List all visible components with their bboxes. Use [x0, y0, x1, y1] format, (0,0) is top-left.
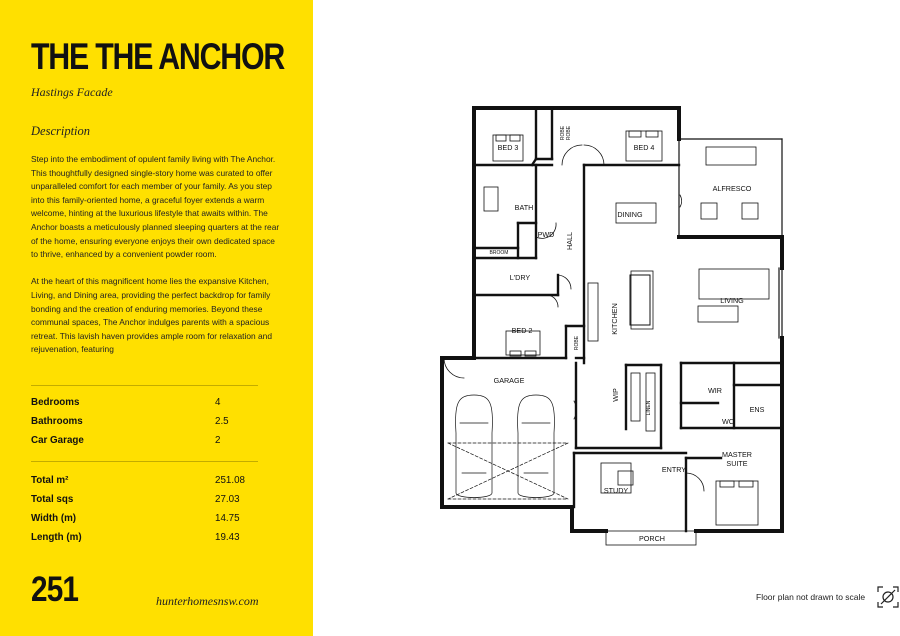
room-label-bath: BATH — [514, 203, 534, 212]
website-link[interactable]: hunterhomesnsw.com — [156, 594, 259, 608]
dim-value: 251.08 — [215, 475, 245, 486]
room-label-entry: ENTRY — [661, 465, 687, 474]
dim-value: 14.75 — [215, 513, 240, 524]
room-label-master: MASTER — [722, 450, 752, 459]
stat-value: 2 — [215, 435, 221, 446]
room-label-hall: HALL — [565, 232, 574, 250]
stat-label: Car Garage — [31, 435, 84, 446]
room-label-dining: DINING — [617, 210, 643, 219]
description-paragraph-1: Step into the embodiment of opulent family living with The Anchor. This thoughtfully designed single-story home was curated to offer unparalleled comfort for each member of your family. As you step into this family-oriented home, a graceful foyer extends a warm welcome, hinting at the luxurious lifestyle that awaits within. The Anchor boasts a meticulously planned sleeping quarters at the rear of the home, ensuring everyone enjoys their own dedicated space to thrive, enhanced by a convenient powder room. — [31, 154, 280, 260]
room-label-ldry: L'DRY — [509, 273, 531, 282]
floor-plan — [436, 103, 786, 548]
dim-value: 19.43 — [215, 532, 240, 543]
room-label-suite: SUITE — [726, 459, 748, 468]
room-label-wip: WIP — [611, 388, 620, 402]
dim-label: Width (m) — [31, 513, 77, 524]
room-label-robe: ROBE — [574, 335, 580, 351]
description-text — [31, 153, 283, 372]
page-title: THE THE ANCHOR — [31, 36, 285, 77]
room-label-pwd: PWD — [537, 230, 555, 239]
page-number: 251 — [31, 570, 79, 609]
room-label-bed4: BED 4 — [633, 143, 655, 152]
stat-label: Bedrooms — [31, 397, 80, 408]
room-label-robe: ROBE — [560, 125, 566, 141]
room-label-living: LIVING — [720, 296, 744, 305]
facade-name: Hastings Facade — [31, 85, 113, 99]
room-label-kitchen: KITCHEN — [610, 303, 619, 335]
description-paragraph-2: At the heart of this magnificent home lies the expansive Kitchen, Living, and Dining area, providing the perfect backdrop for family bonding and the creation of enduring memories. Beyond these communal spaces, The Anchor indulges parents with a spacious retreat. This lavish haven provides ample room for relaxation and rejuvenation, featuring — [31, 276, 272, 355]
room-label-bed3: BED 3 — [497, 143, 519, 152]
room-label-garage: GARAGE — [493, 376, 525, 385]
room-label-bed2: BED 2 — [511, 326, 533, 335]
dim-label: Total sqs — [31, 494, 74, 505]
room-label-study: STUDY — [603, 486, 629, 495]
room-label-ens: ENS — [749, 405, 765, 414]
stat-label: Bathrooms — [31, 416, 83, 427]
info-panel — [0, 0, 313, 636]
dim-label: Total m² — [31, 475, 69, 486]
scale-note: Floor plan not drawn to scale — [756, 592, 866, 602]
room-label-robe: ROBE — [566, 125, 572, 141]
description-heading: Description — [31, 124, 91, 138]
dim-label: Length (m) — [31, 532, 82, 543]
room-label-broom: BROOM — [489, 250, 509, 256]
divider — [31, 385, 258, 386]
stat-value: 4 — [215, 397, 221, 408]
divider — [31, 461, 258, 462]
room-label-linen: LINEN — [646, 400, 652, 416]
room-label-alfresco: ALFRESCO — [712, 184, 752, 193]
stat-value: 2.5 — [215, 416, 229, 427]
dim-value: 27.03 — [215, 494, 240, 505]
room-label-wc: WC — [722, 417, 734, 426]
room-label-wir: WIR — [708, 386, 722, 395]
room-label-porch: PORCH — [639, 534, 665, 543]
not-to-scale-icon — [877, 586, 899, 608]
